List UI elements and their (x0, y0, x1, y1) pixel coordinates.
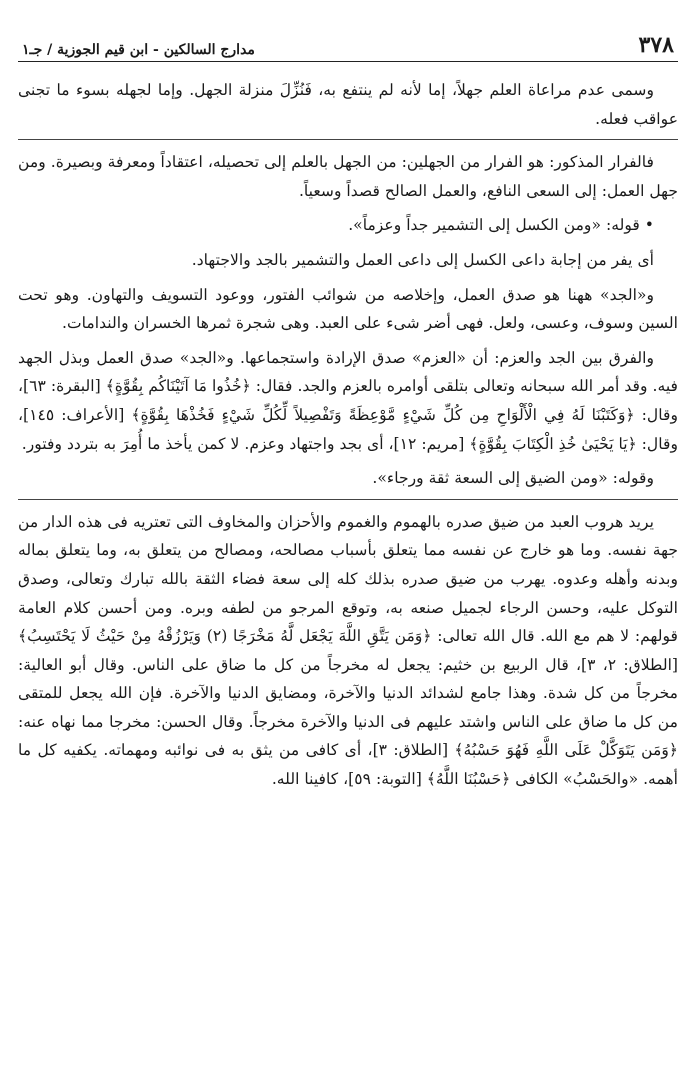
paragraph: أى يفر من إجابة داعى الكسل إلى داعى العمل والتشمير بالجد والاجتهاد. (191, 250, 654, 269)
paragraph: و«الجد» ههنا هو صدق العمل، وإخلاصه من شوائب الفتور، ووعود التسويف والتهاون. وهو تحت السين وسوف، وعسى، ولعل. فهى أضر شىء على العبد. وهى شجرة ثمرها الخسران والندامات. (18, 285, 678, 333)
paragraph: وقوله: «ومن الضيق إلى السعة ثقة ورجاء». (372, 469, 654, 488)
book-page (18, 28, 678, 1078)
page-header (18, 28, 678, 62)
running-title: مدارج السالكين - ابن قيم الجوزية / جـ١ (22, 42, 255, 58)
paragraph: • قوله: «ومن الكسل إلى التشمير جداً وعزماً». (348, 216, 654, 235)
paragraph: فالفرار المذكور: هو الفرار من الجهلين: من الجهل بالعلم إلى تحصيله، اعتقاداً ومعرفة وبصيرة. ومن جهل العمل: إلى السعى النافع، والعمل الصالح قصداً وسعياً. (18, 153, 678, 200)
section-divider (18, 499, 678, 500)
paragraph: والفرق بين الجد والعزم: أن «العزم» صدق الإرادة واستجماعها. و«الجد» صدق العمل وبذل الجهد فيه. وقد أمر الله سبحانه وتعالى بتلقى أوامره بالعزم والجد. فقال: ﴿خُذُوا مَا آتَيْنَاكُم بِقُوَّةٍ﴾ [البقرة: ٦٣]، وقال: ﴿وَكَتَبْنَا لَهُ فِي الْأَلْوَاحِ مِن كُلِّ شَيْءٍ مَّوْعِظَةً وَتَفْصِيلاً لِّكُلِّ شَيْءٍ فَخُذْهَا بِقُوَّةٍ﴾ [الأعراف: ١٤٥]، وقال: ﴿يَا يَحْيَىٰ خُذِ الْكِتَابَ بِقُوَّةٍ﴾ [مريم: ١٢]، أى بجد واجتهاد وعزم. لا كمن يأخذ ما أُمِرَ به بتردد وفتور. (18, 348, 678, 453)
page-body (18, 76, 678, 794)
paragraph: يريد هروب العبد من ضيق صدره بالهموم والغموم والأحزان والمخاوف التى تعتريه فى هذه الدار من جهة نفسه. وما هو خارج عن نفسه مما يتعلق بأسباب مصالحه، ومصالح من يتعلق به، وما يتعلق بماله وبدنه وأهله وعدوه. يهرب من ضيق صدره بذلك كله إلى سعة فضاء الثقة بالله تبارك وتعالى، وصدق التوكل عليه، وحسن الرجاء لجميل صنعه به، وتوقع المرجو من لطفه وبره. ومن أحسن كلام العامة قولهم: لا هم مع الله. قال الله تعالى: ﴿وَمَن يَتَّقِ اللَّهَ يَجْعَل لَّهُ مَخْرَجًا (٢) وَيَرْزُقْهُ مِنْ حَيْثُ لَا يَحْتَسِبُ﴾ [الطلاق: ٢، ٣]، قال الربيع بن خثيم: يجعل له مخرجاً من كل ما ضاق على الناس. وقال أبو العالية: مخرجاً من كل شدة. وهذا جامع لشدائد الدنيا والآخرة، ومضايق الدنيا والآخرة. فإن الله يجعل للمتقى من كل ما ضاق على الناس واشتد عليهم فى الدنيا والآخرة مخرجاً. وقال الحسن: مخرجا مما نهاه عنه: ﴿وَمَن يَتَوَكَّلْ عَلَى اللَّهِ فَهُوَ حَسْبُهُ﴾ [الطلاق: ٣]، أى كافى من يثق به فى نوائبه ومهماته. يكفيه كل ما أهمه. «والحَسْبُ» الكافى ﴿حَسْبُنَا اللَّهُ﴾ [التوبة: ٥٩]، كافينا الله. (18, 512, 678, 789)
section-divider (18, 139, 678, 140)
paragraph: وسمى عدم مراعاة العلم جهلاً، إما لأنه لم ينتفع به، فَنُزِّلَ منزلة الجهل. وإما لجهله بسوء ما تجنى عواقب فعله. (18, 81, 678, 128)
page-number: ٣٧٨ (638, 32, 674, 58)
